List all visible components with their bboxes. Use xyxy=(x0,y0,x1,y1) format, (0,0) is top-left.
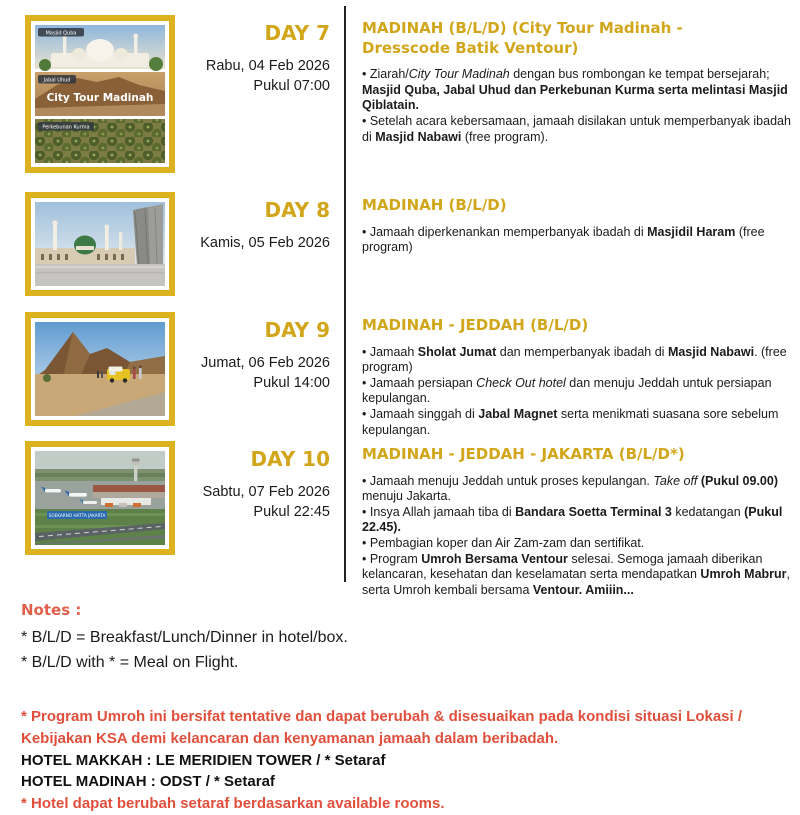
city-tour-madinah-collage-image xyxy=(35,25,165,163)
itinerary-row-day-7 xyxy=(0,15,800,190)
day7-time: Pukul 07:00 xyxy=(253,78,330,94)
footer-section xyxy=(21,706,793,815)
masjid-quba-label: Masjid Quba xyxy=(45,30,77,37)
itinerary-bullet: • Pembagian koper dan Air Zam-zam dan sertifikat. xyxy=(362,536,645,550)
day10-title: MADINAH - JEDDAH - JAKARTA (B/L/D*) xyxy=(362,445,685,463)
itinerary-bullet: • Jamaah persiapan Check Out hotel dan menuju Jeddah untuk persiapan kepulangan. xyxy=(362,375,772,406)
notes-header: Notes : xyxy=(21,601,82,619)
perkebunan-kurma-strip xyxy=(35,119,165,163)
day10-date: Sabtu, 07 Feb 2026 xyxy=(202,484,330,500)
day9-photo-card xyxy=(25,312,175,426)
day8-label: DAY 8 xyxy=(264,198,330,222)
program-disclaimer: * Program Umroh ini bersifat tentative dan dapat berubah & disesuaikan pada kondisi situasi Lokasi / Kebijakan KSA demi kelancaran dan kenyamanan jamaah dalam beribadah. xyxy=(21,708,743,747)
jabal-uhud-label: Jabal Uhud xyxy=(43,77,71,84)
soekarno-hatta-airport-image xyxy=(35,451,165,545)
day9-content xyxy=(362,316,794,438)
day10-bullets xyxy=(362,474,794,599)
itinerary-bullet: • Jamaah menuju Jeddah untuk proses kepulangan. Take off (Pukul 09.00) menuju Jakarta. xyxy=(362,473,779,504)
airport-sign-text: SOEKARNO HATTA JAKARTA xyxy=(48,512,106,518)
jabal-uhud-strip xyxy=(35,72,165,116)
day8-content xyxy=(362,196,794,256)
day7-bullets xyxy=(362,67,794,145)
notes-section xyxy=(21,601,348,676)
day8-title: MADINAH (B/L/D) xyxy=(362,196,507,214)
day7-title: MADINAH (B/L/D) (City Tour Madinah - Dresscode Batik Ventour) xyxy=(362,19,683,57)
itinerary-bullet: • Jamaah Sholat Jumat dan memperbanyak ibadah di Masjid Nabawi. (free program) xyxy=(362,344,787,375)
city-tour-madinah-caption: City Tour Madinah xyxy=(46,92,154,104)
day10-content xyxy=(362,445,794,599)
perkebunan-kurma-label: Perkebunan Kurma xyxy=(42,124,90,131)
masjid-quba-strip xyxy=(35,25,165,71)
day10-label: DAY 10 xyxy=(250,447,330,471)
jabal-magnet-image xyxy=(35,322,165,416)
day8-daycol xyxy=(175,199,330,253)
day9-date: Jumat, 06 Feb 2026 xyxy=(201,355,330,371)
day9-label: DAY 9 xyxy=(264,318,330,342)
airport-sign-illustration xyxy=(47,511,107,519)
day10-photo-card xyxy=(25,441,175,555)
day7-daycol xyxy=(175,22,330,96)
day7-label: DAY 7 xyxy=(264,21,330,45)
day8-bullets xyxy=(362,225,794,256)
itinerary-row-day-9 xyxy=(0,312,800,438)
itinerary-bullet: • Jamaah singgah di Jabal Magnet serta menikmati suasana sore sebelum kepulangan. xyxy=(362,407,779,437)
notes-line-bld: * B/L/D = Breakfast/Lunch/Dinner in hotel/box. xyxy=(21,629,348,646)
day8-photo-card xyxy=(25,192,175,296)
day7-date: Rabu, 04 Feb 2026 xyxy=(205,58,330,74)
day9-time: Pukul 14:00 xyxy=(253,375,330,391)
hotel-change-note: * Hotel dapat berubah setaraf berdasarkan available rooms. xyxy=(21,795,445,813)
itinerary-row-day-10 xyxy=(0,441,800,597)
itinerary-bullet: • Jamaah diperkenankan memperbanyak ibadah di Masjidil Haram (free program) xyxy=(362,224,765,255)
day10-time: Pukul 22:45 xyxy=(253,504,330,520)
itinerary-bullet: • Ziarah/City Tour Madinah dengan bus rombongan ke tempat bersejarah; Masjid Quba, Jabal Uhud dan Perkebunan Kurma serta melintasi Masjid Qiblatain. xyxy=(362,67,788,113)
hotel-madinah-line: HOTEL MADINAH : ODST / * Setaraf xyxy=(21,772,275,790)
itinerary-bullet: • Insya Allah jamaah tiba di Bandara Soetta Terminal 3 kedatangan (Pukul 22.45). xyxy=(362,504,783,535)
courtyard-umbrella-illustration xyxy=(133,204,163,264)
masjid-nabawi-image xyxy=(35,202,165,286)
itinerary-bullet: • Setelah acara kebersamaan, jamaah disilakan untuk memperbanyak ibadah di Masjid Nabawi (free program). xyxy=(362,113,791,144)
itinerary-bullet: • Program Umroh Bersama Ventour selesai. Semoga jamaah diberikan kelancaran, kesehatan dan keselamatan serta mendapatkan Umroh Mabrur, serta Umroh kembali bersama Ventour. Amiiin... xyxy=(362,551,791,597)
day10-daycol xyxy=(175,448,330,522)
day9-bullets xyxy=(362,345,794,439)
hotel-makkah-line: HOTEL MAKKAH : LE MERIDIEN TOWER / * Setaraf xyxy=(21,751,386,769)
day8-date: Kamis, 05 Feb 2026 xyxy=(200,235,330,251)
notes-line-meal-on-flight: * B/L/D with * = Meal on Flight. xyxy=(21,653,239,671)
day7-photo-card xyxy=(25,15,175,173)
day7-content xyxy=(362,19,794,145)
itinerary-row-day-8 xyxy=(0,192,800,310)
day9-daycol xyxy=(175,319,330,393)
day9-title: MADINAH - JEDDAH (B/L/D) xyxy=(362,316,589,334)
